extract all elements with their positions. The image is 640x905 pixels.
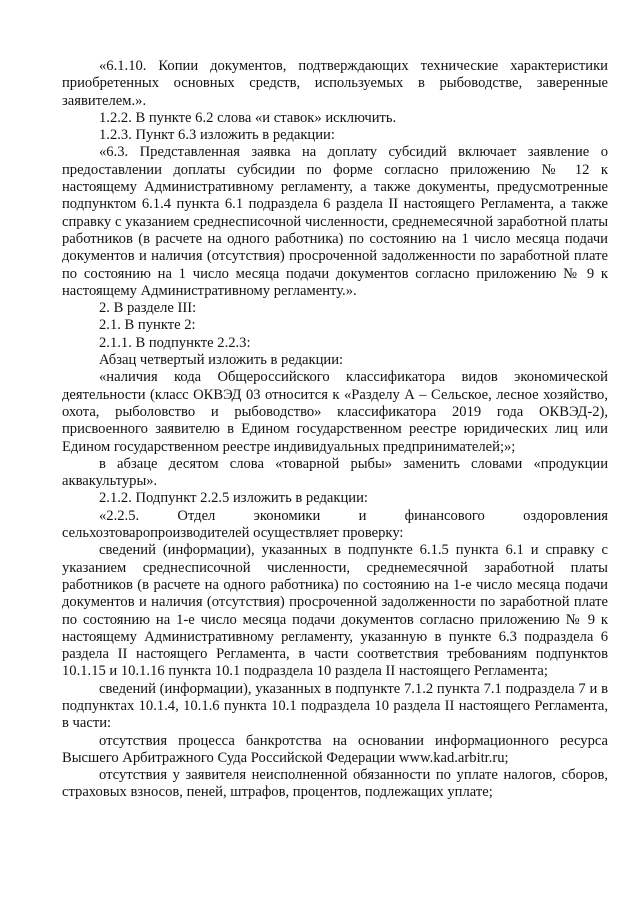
paragraph-svedeniy-1: сведений (информации), указанных в подпункте 6.1.5 пункта 6.1 и справку с указанием среднесписочной численности, среднемесячной заработной платы работников (в расчете на одного работника) по состоянию на 1-е число месяца подачи документов и наличия (отсутствия) просроченной задолженности по заработной плате по состоянию на 1-е число месяца подачи документов согласно приложению № 9 к настоящему Административному регламенту, указанную в пункте 6.3 подраздела 6 раздела II настоящего Регламента, в части соответствия требованиям подпунктов 10.1.15 и 10.1.16 пункта 10.1 подраздела 10 раздела II настоящего Регламента; <box>62 542 608 680</box>
paragraph-6-1-10: «6.1.10. Копии документов, подтверждающих технические характеристики приобретенных основных средств, используемых в рыбоводстве, заверенные заявителем.». <box>62 58 608 109</box>
document-page <box>62 58 608 802</box>
paragraph-svedeniy-2: сведений (информации), указанных в подпункте 7.1.2 пункта 7.1 подраздела 7 и в подпунктах 10.1.4, 10.1.6 пункта 10.1 подраздела 10 раздела II настоящего Регламента, в части: <box>62 680 608 732</box>
paragraph-2-1-2: 2.1.2. Подпункт 2.2.5 изложить в редакции: <box>99 490 368 507</box>
paragraph-okved: «наличия кода Общероссийского классификатора видов экономической деятельности (класс ОКВЭД 03 относится к «Разделу А – Сельское, лесное хозяйство, охота, рыболовство и рыбоводство» классификатора 2019 года ОКВЭД-2), присвоенного заявителю в Едином государственном реестре юридических лиц или Едином государственном реестре индивидуальных предпринимателей;»; <box>62 369 608 455</box>
paragraph-2-1: 2.1. В пункте 2: <box>99 317 196 334</box>
paragraph-1-2-3: 1.2.3. Пункт 6.3 изложить в редакции: <box>99 127 335 144</box>
paragraph-bankruptcy: отсутствия процесса банкротства на основании информационного ресурса Высшего Арбитражного Суда Российской Федерации www.kad.arbitr.ru; <box>62 732 608 766</box>
paragraph-1-2-2: 1.2.2. В пункте 6.2 слова «и ставок» исключить. <box>99 109 397 126</box>
paragraph-6-3: «6.3. Представленная заявка на доплату субсидий включает заявление о предоставлении доплаты субсидии по форме согласно приложению № 12 к настоящему Административному регламенту, а также документы, предусмотренные подпунктом 6.1.4 пункта 6.1 подраздела 6 раздела II настоящего Регламента, а также справку с указанием среднесписочной численности, среднемесячной заработной платы работников (в расчете на одного работника) по состоянию на 1 число месяца подачи документов и наличия (отсутствия) просроченной задолженности по заработной плате по состоянию на 1 число месяца подачи документов согласно приложению № 9 к настоящему Административному регламенту.». <box>62 144 608 299</box>
paragraph-section-3: 2. В разделе III: <box>99 300 197 317</box>
paragraph-2-1-1: 2.1.1. В подпункте 2.2.3: <box>99 334 251 351</box>
paragraph-taxes: отсутствия у заявителя неисполненной обязанности по уплате налогов, сборов, страховых взносов, пеней, штрафов, процентов, подлежащих уплате; <box>62 767 608 801</box>
paragraph-abzac-4: Абзац четвертый изложить в редакции: <box>99 352 344 369</box>
paragraph-2-2-5: «2.2.5. Отдел экономики и финансового оздоровления сельхозтоваропроизводителей осуществляет проверку: <box>62 507 608 542</box>
paragraph-abzac-10: в абзаце десятом слова «товарной рыбы» заменить словами «продукции аквакультуры». <box>62 455 608 490</box>
